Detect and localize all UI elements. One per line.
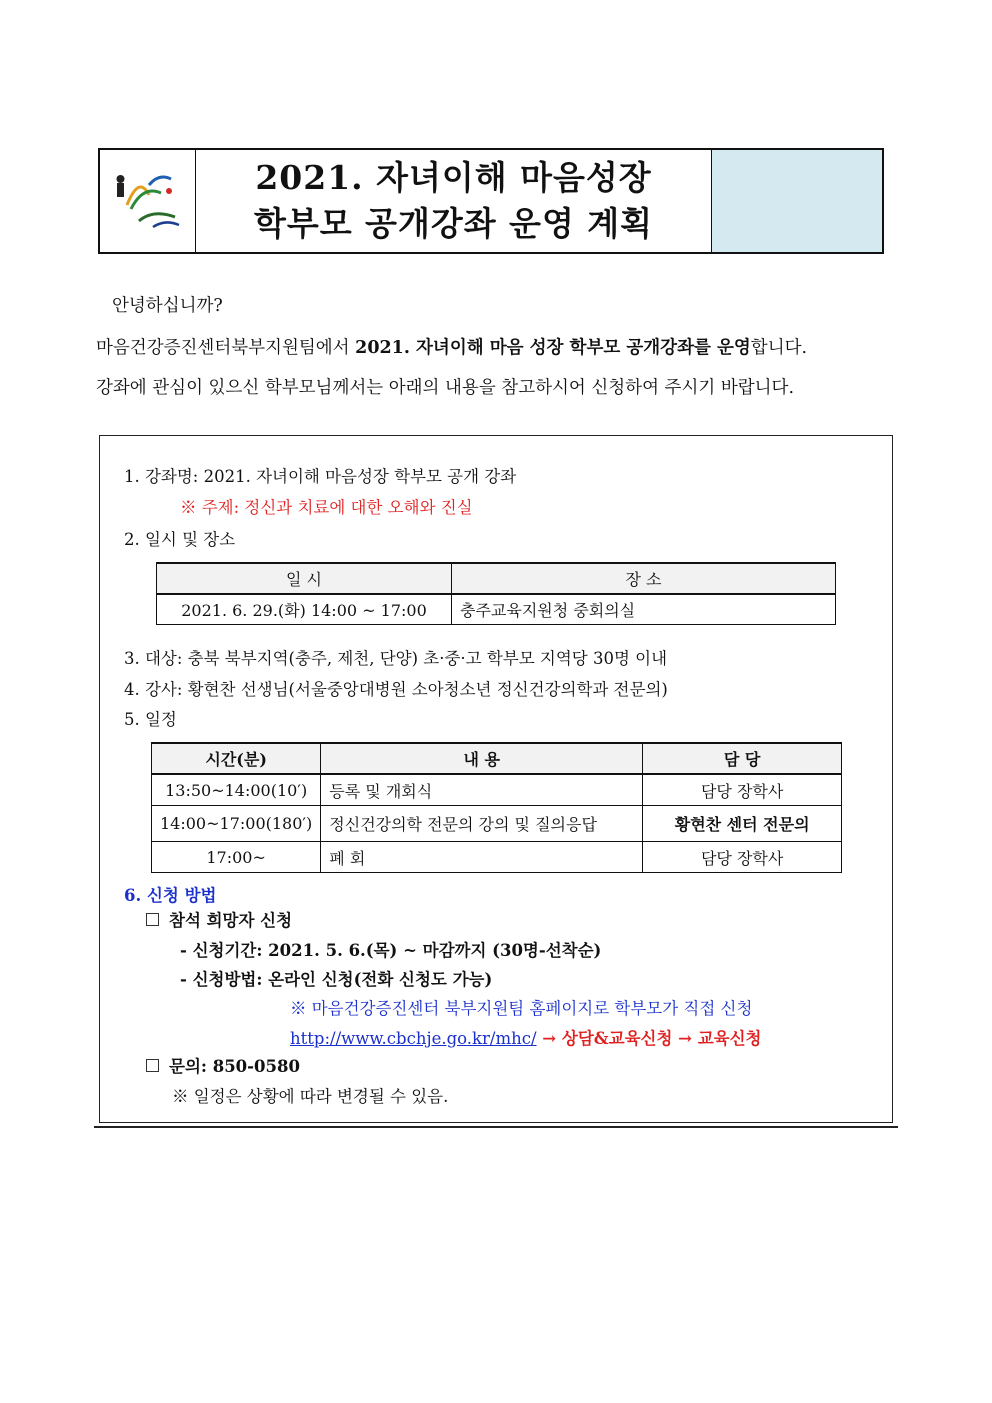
intro-line-2: [96, 334, 807, 359]
section-1-title: 1. 강좌명: 2021. 자녀이해 마음성장 학부모 공개 강좌: [124, 467, 517, 486]
section-5-title: 5. 일정: [124, 710, 177, 729]
schedule-content: 폐 회: [321, 842, 643, 873]
intro-line-2-bold: 2021. 자녀이해 마음 성장 학부모 공개강좌를 운영: [355, 338, 751, 358]
venue-table: [156, 562, 836, 625]
section-6-title: 6. 신청 방법: [124, 886, 217, 905]
title-color-cell: [712, 150, 882, 252]
schedule-owner: 황현찬 센터 전문의: [643, 806, 842, 842]
checkbox-icon: [146, 913, 159, 926]
schedule-table-header: [152, 743, 842, 774]
logo: [100, 150, 196, 252]
venue-table-header: [157, 563, 836, 594]
title-area: [196, 150, 712, 252]
homepage-link[interactable]: http://www.cbchje.go.kr/mhc/: [290, 1029, 537, 1048]
table-row: [157, 594, 836, 625]
section-2-title: 2. 일시 및 장소: [124, 530, 236, 549]
table-row: [152, 806, 842, 842]
apply-link-line: [290, 1025, 761, 1049]
title-box: [98, 148, 884, 254]
schedule-table: [151, 742, 842, 873]
apply-item-2: [146, 1053, 300, 1077]
table-row: [152, 774, 842, 806]
table-row: [152, 842, 842, 873]
section-1-note: ※ 주제: 정신과 치료에 대한 오해와 진실: [180, 498, 473, 517]
venue-header-place: 장 소: [452, 563, 836, 594]
schedule-time: 17:00~: [152, 842, 321, 873]
venue-header-datetime: 일 시: [157, 563, 452, 594]
title-line-1: 2021. 자녀이해 마음성장: [255, 158, 652, 197]
bottom-rule: [94, 1126, 898, 1128]
schedule-owner: 담당 장학사: [643, 774, 842, 806]
schedule-owner: 담당 장학사: [643, 842, 842, 873]
venue-place: 충주교육지원청 중회의실: [452, 594, 836, 625]
intro-line-2-suffix: 합니다.: [750, 338, 808, 358]
schedule-content: 등록 및 개회식: [321, 774, 643, 806]
inquiry-label: 문의: 850-0580: [169, 1057, 300, 1076]
apply-item-1: [146, 907, 292, 931]
section-3-title: 3. 대상: 충북 북부지역(충주, 제천, 단양) 초·중·고 학부모 지역당 30명 이내: [124, 649, 668, 668]
apply-path: → 상담&교육신청 → 교육신청: [536, 1029, 762, 1048]
schedule-header-time: 시간(분): [152, 743, 321, 774]
schedule-time: 13:50~14:00(10′): [152, 774, 321, 806]
venue-datetime: 2021. 6. 29.(화) 14:00 ~ 17:00: [157, 594, 452, 625]
schedule-header-owner: 담 당: [643, 743, 842, 774]
intro-line-2-prefix: 마음건강증진센터북부지원팀에서: [96, 338, 356, 358]
apply-period: - 신청기간: 2021. 5. 6.(목) ~ 마감까지 (30명-선착순): [180, 941, 602, 960]
schedule-time: 14:00~17:00(180′): [152, 806, 321, 842]
checkbox-icon: [146, 1059, 159, 1072]
apply-method: - 신청방법: 온라인 신청(전화 신청도 가능): [180, 970, 493, 989]
schedule-content: 정신건강의학 전문의 강의 및 질의응답: [321, 806, 643, 842]
apply-item-1-label: 참석 희망자 신청: [169, 911, 293, 930]
schedule-header-content: 내 용: [321, 743, 643, 774]
apply-note: ※ 마음건강증진센터 북부지원팀 홈페이지로 학부모가 직접 신청: [290, 999, 753, 1018]
title-line-2: 학부모 공개강좌 운영 계획: [253, 204, 654, 243]
center-logo-icon: [109, 165, 187, 237]
greeting: 안녕하십니까?: [112, 296, 223, 316]
section-4-title: 4. 강사: 황현찬 선생님(서울중앙대병원 소아청소년 정신건강의학과 전문의): [124, 680, 668, 699]
intro-line-3: 강좌에 관심이 있으신 학부모님께서는 아래의 내용을 참고하시어 신청하여 주시기 바랍니다.: [96, 378, 795, 398]
schedule-notice: ※ 일정은 상황에 따라 변경될 수 있음.: [172, 1087, 449, 1106]
